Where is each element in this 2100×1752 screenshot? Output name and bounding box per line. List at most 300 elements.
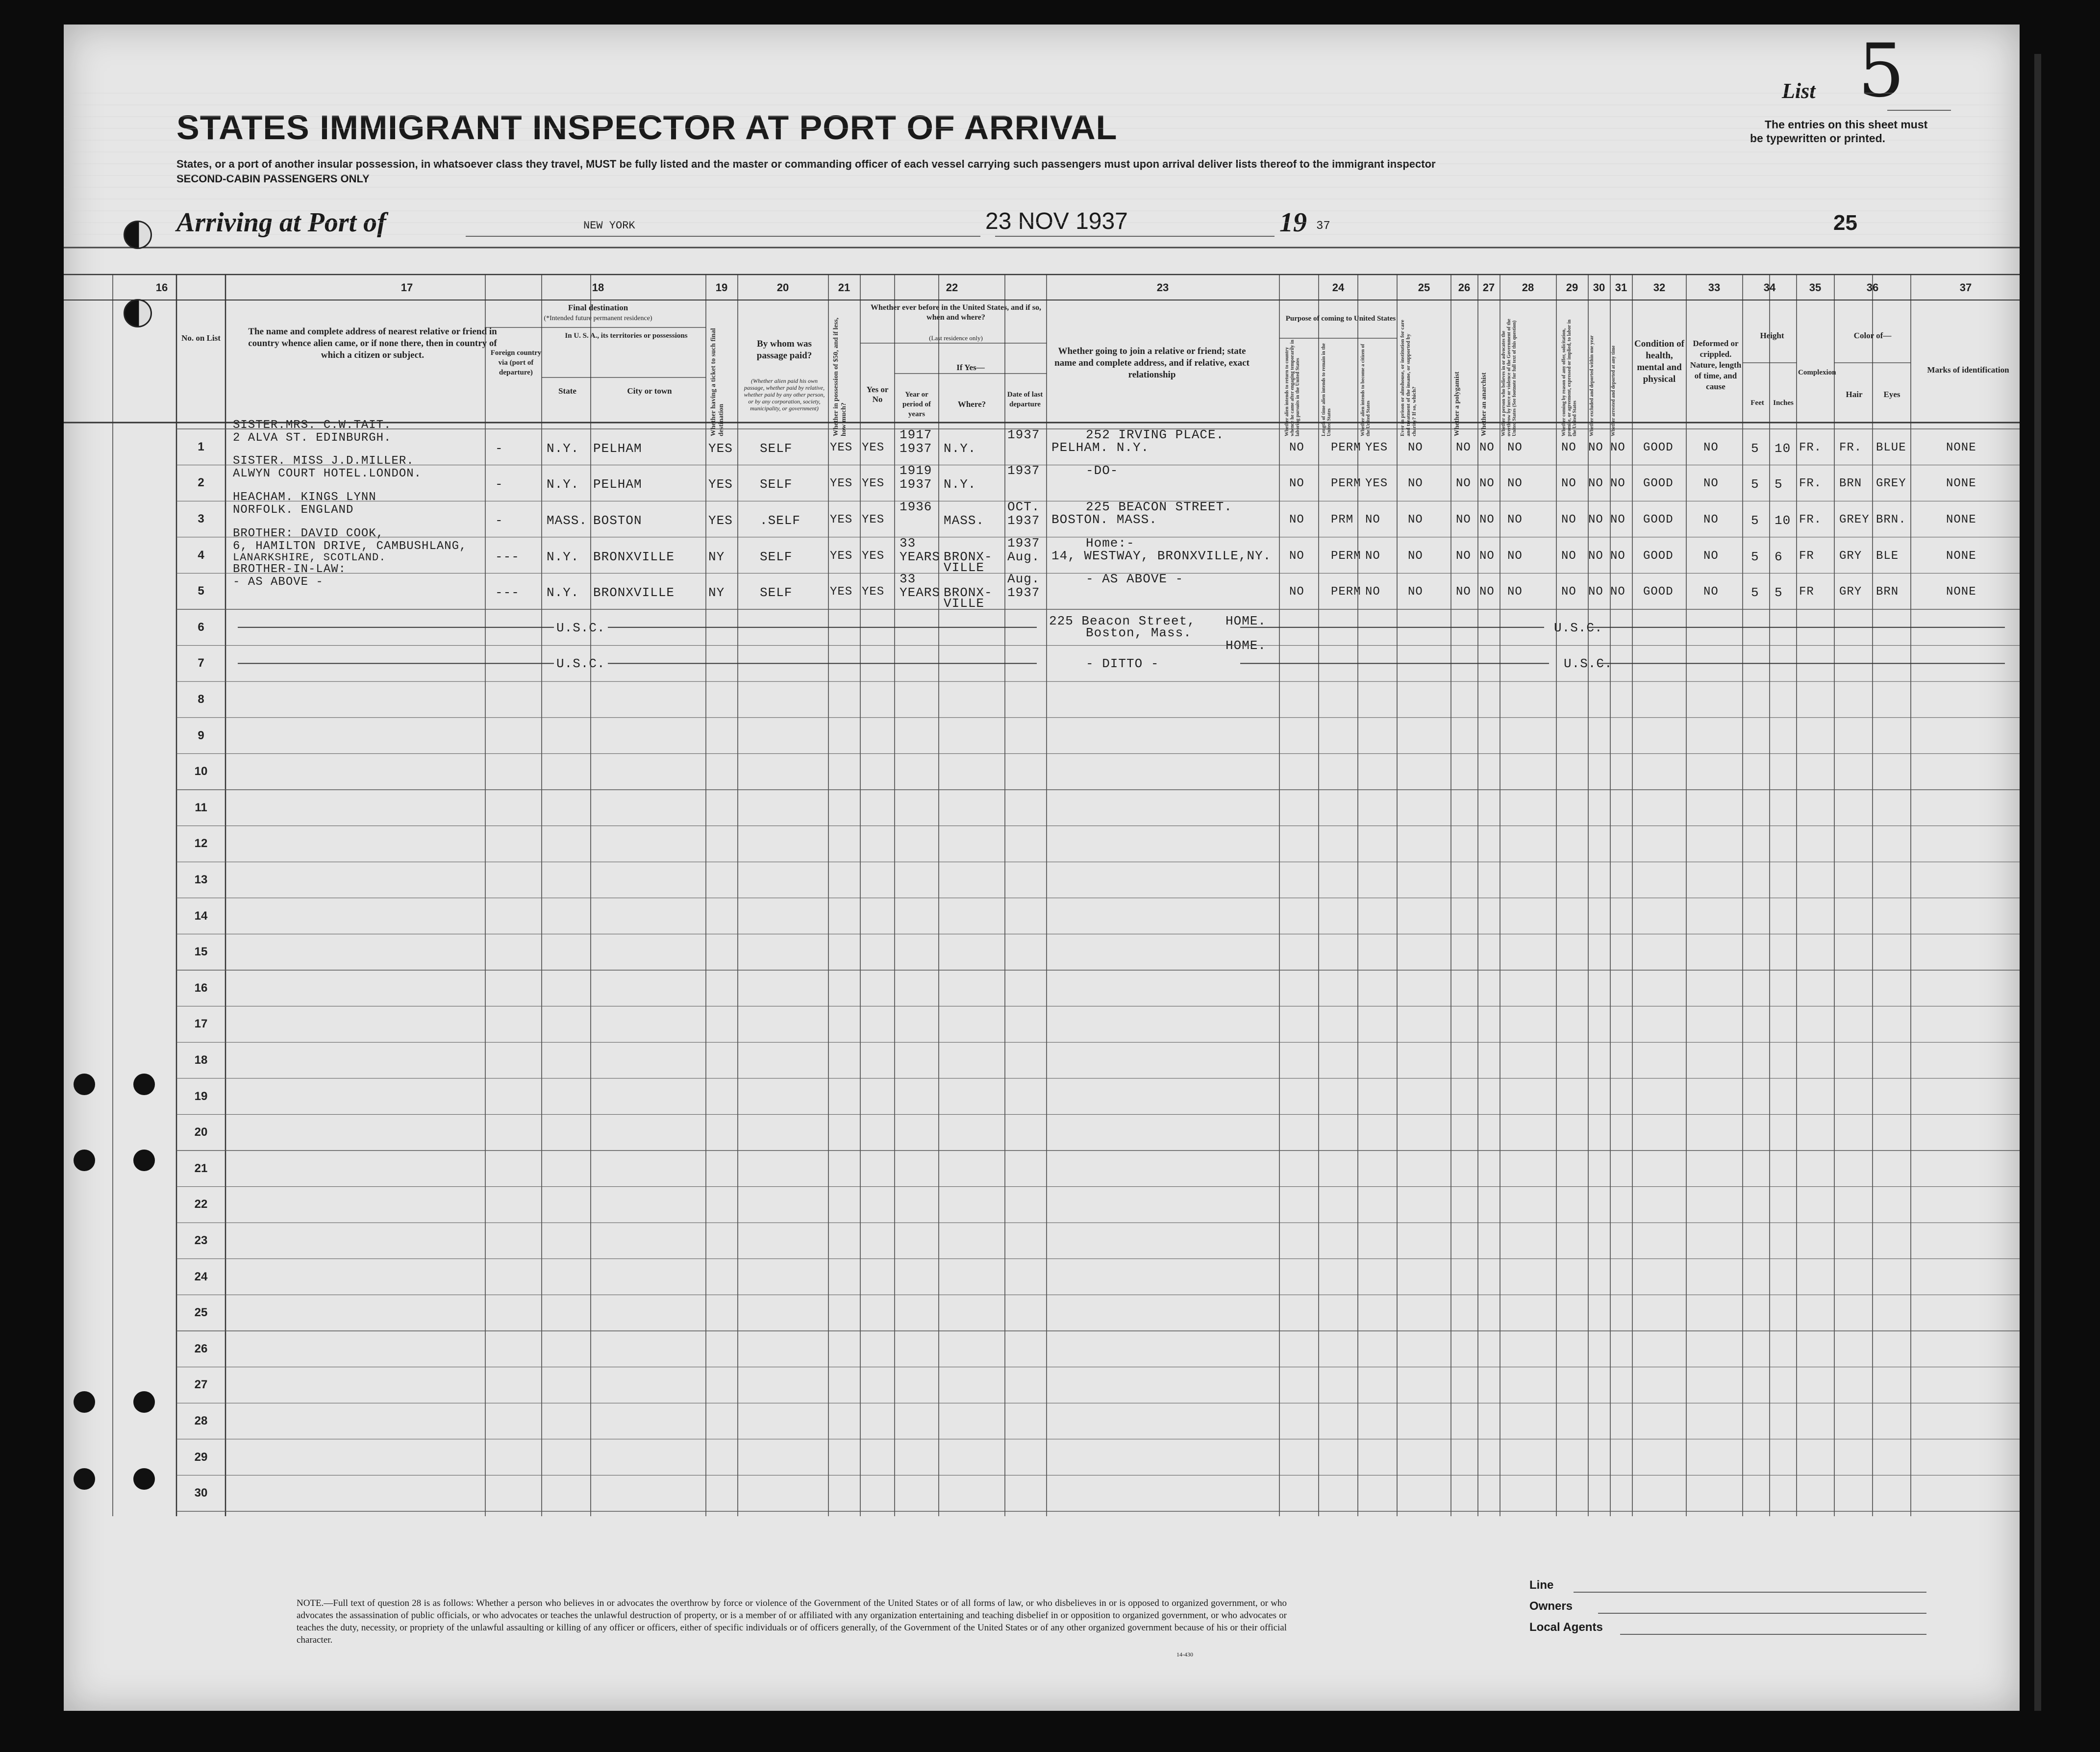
marks: NONE xyxy=(1946,513,1976,526)
year-suffix: 37 xyxy=(1316,220,1330,233)
ticket: YES xyxy=(708,477,733,492)
where: N.Y. xyxy=(944,477,976,492)
answer-c28: NO xyxy=(1507,549,1523,563)
ticket: NY xyxy=(708,585,725,601)
joining-2: BOSTON. MASS. xyxy=(1051,512,1157,527)
column-number-21: 21 xyxy=(838,281,850,294)
line-number-18: 18 xyxy=(194,1053,208,1067)
foreign-port: --- xyxy=(495,585,520,601)
hair: GRY xyxy=(1839,585,1862,599)
answer-c29: NO xyxy=(1561,513,1576,526)
binder-hole xyxy=(74,1468,95,1490)
years-2: YEARS xyxy=(900,585,941,601)
line-number-2: 2 xyxy=(198,476,204,490)
col18-foreign: Foreign country via (port of departure) xyxy=(490,349,542,376)
col18-usa: In U. S. A., its territories or possessions xyxy=(565,332,688,340)
purpose-return: NO xyxy=(1289,513,1304,526)
col22-date: Date of last departure xyxy=(1007,391,1043,408)
col34-inches: Inches xyxy=(1773,399,1794,407)
col33-header: Deformed or crippled. Nature, length of time, and cause xyxy=(1690,339,1742,391)
line-number-3: 3 xyxy=(198,512,204,526)
height-feet: 5 xyxy=(1751,477,1759,492)
relative-address: 2 ALVA ST. EDINBURGH. xyxy=(233,431,392,445)
eyes: BLE xyxy=(1876,549,1899,563)
purpose-return: NO xyxy=(1289,585,1304,599)
departure-date-2: Aug. xyxy=(1007,549,1040,564)
joining: 225 BEACON STREET. xyxy=(1086,500,1232,514)
eyes: BRN xyxy=(1876,585,1899,599)
relative-name: BROTHER: DAVID COOK, xyxy=(233,526,384,540)
line-number-9: 9 xyxy=(198,728,204,742)
money: YES xyxy=(830,585,853,599)
purpose-citizen: YES xyxy=(1365,477,1388,491)
column-number-33: 33 xyxy=(1708,281,1721,294)
col23-header: Whether going to join a relative or friend; state name and complete address, and if relative, exact relationship xyxy=(1054,346,1250,380)
owners-label: Owners xyxy=(1529,1600,1573,1613)
form-number: 14-430 xyxy=(1176,1651,1193,1658)
years: 33 xyxy=(900,572,916,587)
relative-address: - AS ABOVE - xyxy=(233,576,324,589)
purpose-length: PERM xyxy=(1331,549,1361,563)
dest-state: N.Y. xyxy=(547,549,579,564)
foreign-port: - xyxy=(495,441,503,456)
answer-c28: NO xyxy=(1507,513,1523,526)
column-number-22: 22 xyxy=(946,281,958,294)
complexion: FR. xyxy=(1799,441,1822,454)
joining: -DO- xyxy=(1086,463,1119,478)
complexion: FR. xyxy=(1799,477,1822,491)
height-feet: 5 xyxy=(1751,513,1759,528)
line-number-20: 20 xyxy=(194,1126,208,1139)
column-number-23: 23 xyxy=(1156,281,1169,294)
before-in-us: YES xyxy=(862,441,885,454)
purpose-length: PERM xyxy=(1331,477,1361,491)
years: 1919 xyxy=(900,463,932,478)
answer-c29: NO xyxy=(1561,549,1576,563)
purpose-citizen: NO xyxy=(1365,513,1380,526)
column-number-36: 36 xyxy=(1866,281,1879,294)
where-2: VILLE xyxy=(944,560,985,575)
years: 1936 xyxy=(900,500,932,514)
dest-city: PELHAM xyxy=(593,441,642,456)
col-no-on-list-header: No. on List xyxy=(181,333,221,343)
deformed: NO xyxy=(1703,513,1719,526)
col24-header: Purpose of coming to United States xyxy=(1285,315,1396,323)
answer-c30: NO xyxy=(1588,549,1603,563)
money: YES xyxy=(830,477,853,491)
answer-c26: NO xyxy=(1456,549,1471,563)
line-label: Line xyxy=(1529,1578,1554,1592)
money: YES xyxy=(830,513,853,526)
col24c-header: Whether alien intends to become a citizen of the United States xyxy=(1360,344,1371,436)
binder-hole xyxy=(133,1391,155,1413)
dest-state: N.Y. xyxy=(547,441,579,456)
binder-hole xyxy=(133,1074,155,1095)
departure-date-2: 1937 xyxy=(1007,585,1040,601)
line-number-23: 23 xyxy=(194,1234,208,1247)
hair: GREY xyxy=(1839,513,1870,526)
line-number-1: 1 xyxy=(198,440,204,453)
relative-address-2: LANARKSHIRE, SCOTLAND. xyxy=(233,551,386,564)
before-in-us: YES xyxy=(862,549,885,563)
joining-2: 14, WESTWAY, BRONXVILLE,NY. xyxy=(1051,548,1272,563)
line-number-12: 12 xyxy=(194,837,208,851)
purpose-citizen: NO xyxy=(1365,585,1380,599)
dest-city: BRONXVILLE xyxy=(593,585,675,601)
joining-row7: - DITTO - xyxy=(1086,656,1159,672)
answer-c30: NO xyxy=(1588,513,1603,526)
col22-yesno: Yes or No xyxy=(866,385,889,404)
column-number-18: 18 xyxy=(592,281,604,294)
column-number-26: 26 xyxy=(1458,281,1471,294)
col22-sub: (Last residence only) xyxy=(929,334,983,342)
purpose-length: PERM xyxy=(1331,585,1361,599)
dest-state: N.Y. xyxy=(547,585,579,601)
column-number-34: 34 xyxy=(1763,281,1776,294)
foreign-port: --- xyxy=(495,549,520,564)
passage-paid-by: SELF xyxy=(760,477,793,492)
answer-c31: NO xyxy=(1610,441,1625,454)
complexion: FR. xyxy=(1799,513,1822,526)
binder-hole xyxy=(74,1074,95,1095)
answer-c28: NO xyxy=(1507,585,1523,599)
line-number-19: 19 xyxy=(194,1089,208,1103)
line-number-13: 13 xyxy=(194,873,208,886)
column-number-17: 17 xyxy=(400,281,413,294)
col18-sub: (*Intended future permanent residence) xyxy=(544,315,652,322)
marks: NONE xyxy=(1946,441,1976,454)
binder-hole xyxy=(74,1391,95,1413)
money: YES xyxy=(830,441,853,454)
binder-hole xyxy=(74,1150,95,1171)
marks: NONE xyxy=(1946,549,1976,563)
usc-row7: U.S.C. xyxy=(556,656,605,672)
manifest-sheet xyxy=(64,25,2020,1711)
home-row6: HOME. xyxy=(1225,613,1267,628)
passage-paid-by: SELF xyxy=(760,549,793,564)
hair: FR. xyxy=(1839,441,1862,454)
arrival-date: 23 NOV 1937 xyxy=(985,208,1128,234)
column-number-31: 31 xyxy=(1615,281,1627,294)
answer-c31: NO xyxy=(1610,585,1625,599)
where: BRONX- xyxy=(944,585,993,601)
binder-hole xyxy=(124,221,152,249)
deformed: NO xyxy=(1703,477,1719,491)
where-2: VILLE xyxy=(944,596,985,611)
column-number-35: 35 xyxy=(1809,281,1822,294)
purpose-length: PERM xyxy=(1331,441,1361,454)
arriving-label: Arriving at Port of xyxy=(176,207,386,238)
money: YES xyxy=(830,549,853,563)
eyes: BLUE xyxy=(1876,441,1906,454)
before-in-us: YES xyxy=(862,513,885,526)
answer-c26: NO xyxy=(1456,477,1471,491)
answer-c26: NO xyxy=(1456,441,1471,454)
years: 33 xyxy=(900,535,916,551)
relative-name: HEACHAM. KINGS LYNN xyxy=(233,491,376,504)
col36-eyes: Eyes xyxy=(1883,390,1900,399)
height-inches: 5 xyxy=(1775,585,1783,601)
answer-c30: NO xyxy=(1588,441,1603,454)
col36-hair: Hair xyxy=(1846,390,1863,399)
col18-header: Final destination xyxy=(568,303,628,312)
entries-note xyxy=(1750,118,1927,145)
line-number-22: 22 xyxy=(194,1198,208,1211)
col24b-header: Length of time alien intends to remain in the United States xyxy=(1321,343,1332,436)
deformed: NO xyxy=(1703,549,1719,563)
where: N.Y. xyxy=(944,441,976,456)
dest-city: BRONXVILLE xyxy=(593,549,675,564)
line-number-29: 29 xyxy=(194,1450,208,1464)
complexion: FR xyxy=(1799,585,1814,599)
subtitle: States, or a port of another insular possession, in whatsoever class they travel, MUST be fully listed and the master or commanding officer of each vessel carrying such passengers must upon arrival deliver lists thereof to the immigrant inspector xyxy=(176,158,1436,170)
passage-paid-by: SELF xyxy=(760,585,793,601)
departure-date: 1937 xyxy=(1007,535,1040,551)
col18-state: State xyxy=(558,386,576,396)
line-number-14: 14 xyxy=(194,909,208,923)
col36-header: Color of— xyxy=(1853,331,1892,340)
relative-name: SISTER. MISS J.D.MILLER. xyxy=(233,454,414,468)
usc-row7-right: U.S.C. xyxy=(1564,656,1613,672)
year-prefix: 19 xyxy=(1279,207,1307,238)
deformed: NO xyxy=(1703,441,1719,454)
answer-c31: NO xyxy=(1610,513,1625,526)
answer-c27: NO xyxy=(1479,585,1495,599)
line-number-21: 21 xyxy=(194,1161,208,1175)
column-number-32: 32 xyxy=(1653,281,1666,294)
relative-address: 6, HAMILTON DRIVE, CAMBUSHLANG, xyxy=(233,539,467,553)
before-in-us: YES xyxy=(862,585,885,599)
answer-c25: NO xyxy=(1408,549,1423,563)
column-number-30: 30 xyxy=(1593,281,1605,294)
list-number: 5 xyxy=(1858,28,1905,114)
col28-header: Whether a person who believes in or advocates the overthrow by force or violence of the Government of the United States (See footnote for full text of this question) xyxy=(1501,319,1517,436)
foreign-port: - xyxy=(495,477,503,492)
relative-name: BROTHER-IN-LAW: xyxy=(233,563,347,576)
health: GOOD xyxy=(1643,477,1674,491)
col20-sub: (Whether alien paid his own passage, whether paid by relative, whether paid by any other person, or by any corporation, society, municipality, or government) xyxy=(744,377,825,412)
col17-header: The name and complete address of nearest relative or friend in country whence alien came, or if none there, then in country of which a citizen or subject. xyxy=(248,326,497,360)
col22-header: Whether ever before in the United States, and if so, when and where? xyxy=(871,303,1041,322)
height-inches: 6 xyxy=(1775,549,1783,564)
line-number-5: 5 xyxy=(198,584,204,598)
purpose-citizen: NO xyxy=(1365,549,1380,563)
height-feet: 5 xyxy=(1751,549,1759,564)
binder-hole xyxy=(133,1150,155,1171)
ticket: YES xyxy=(708,441,733,456)
joining: Home:- xyxy=(1086,535,1135,551)
eyes: BRN. xyxy=(1876,513,1906,526)
health: GOOD xyxy=(1643,513,1674,526)
joining-row6: 225 Beacon Street, xyxy=(1049,613,1196,628)
height-feet: 5 xyxy=(1751,585,1759,601)
footer-note: NOTE.—Full text of question 28 is as follows: Whether a person who believes in or advocates the overthrow by force or violence of the Government of the United States or of all forms of law, or who disbelieves in or is opposed to organized government, or who advocates the assassination of public officials, or who advocates or teaches the unlawful destruction of property, or is a member of or affiliated with any organization entertaining and teaching disbelief in or opposition to organized government, or who advocates or teaches the duty, necessity, or propriety of the unlawful assaulting or killing of any officer or officers, either of specific individuals or of officers generally, of the Government of the United States or of any other organized government because of his or their official character. xyxy=(297,1598,1287,1645)
local-agents-label: Local Agents xyxy=(1529,1621,1603,1634)
answer-c28: NO xyxy=(1507,477,1523,491)
hair: BRN xyxy=(1839,477,1862,491)
entries-note-line2: be typewritten or printed. xyxy=(1750,132,1886,145)
line-number-11: 11 xyxy=(195,801,207,814)
departure-date: Aug. xyxy=(1007,572,1040,587)
second-cabin-label: SECOND-CABIN PASSENGERS ONLY xyxy=(176,173,370,185)
passage-paid-by: .SELF xyxy=(760,513,801,528)
departure-date: 1937 xyxy=(1007,463,1040,478)
column-number-29: 29 xyxy=(1566,281,1578,294)
passage-paid-by: SELF xyxy=(760,441,793,456)
col25-header: Ever in prison or almshouse, or institution for care and treatment of the insane, or supported by charity? If so, which? xyxy=(1400,320,1417,436)
col24a-header: Whether alien intends to return to country whence he came after engaging temporarily in laboring pursuits in the United States xyxy=(1284,340,1300,436)
years-2: 1937 xyxy=(900,477,932,492)
line-number-17: 17 xyxy=(194,1017,208,1031)
usc-row6: U.S.C. xyxy=(556,620,605,635)
dest-state: MASS. xyxy=(547,513,588,528)
health: GOOD xyxy=(1643,441,1674,454)
home-row7: HOME. xyxy=(1225,638,1267,653)
col22-ifyes: If Yes— xyxy=(956,363,985,372)
relative-address: ALWYN COURT HOTEL.LONDON. xyxy=(233,467,422,481)
answer-c26: NO xyxy=(1456,513,1471,526)
line-number-24: 24 xyxy=(194,1270,208,1283)
answer-c27: NO xyxy=(1479,441,1495,454)
line-number-4: 4 xyxy=(198,548,204,562)
ruled-grid xyxy=(64,25,2020,1711)
answer-c27: NO xyxy=(1479,477,1495,491)
line-number-8: 8 xyxy=(198,693,204,706)
line-number-10: 10 xyxy=(194,765,208,778)
eyes: GREY xyxy=(1876,477,1906,491)
answer-c31: NO xyxy=(1610,477,1625,491)
col22-year: Year or period of years xyxy=(902,391,931,418)
line-number-7: 7 xyxy=(198,656,204,670)
col22-where: Where? xyxy=(957,400,986,409)
purpose-return: NO xyxy=(1289,441,1304,454)
where: MASS. xyxy=(944,513,985,528)
answer-c25: NO xyxy=(1408,441,1423,454)
line-number-15: 15 xyxy=(194,945,208,959)
col37-header: Marks of identification xyxy=(1927,365,2009,375)
col35-header: Complexion xyxy=(1798,369,1836,376)
ticket: NY xyxy=(708,549,725,564)
sheet-number: 25 xyxy=(1833,211,1857,235)
col31-header: Whether arrested and deported at any time xyxy=(1611,345,1616,436)
column-number-28: 28 xyxy=(1522,281,1534,294)
foreign-port: - xyxy=(495,513,503,528)
column-number-27: 27 xyxy=(1482,281,1495,294)
column-number-24: 24 xyxy=(1332,281,1345,294)
years-2: 1937 xyxy=(900,441,932,456)
answer-c29: NO xyxy=(1561,477,1576,491)
col26-header: Whether a polygamist xyxy=(1453,372,1461,436)
purpose-citizen: YES xyxy=(1365,441,1388,454)
answer-c29: NO xyxy=(1561,585,1576,599)
column-number-37: 37 xyxy=(1959,281,1972,294)
col34-feet: Feet xyxy=(1750,399,1764,407)
height-inches: 10 xyxy=(1775,441,1791,456)
relative-address: NORFOLK. ENGLAND xyxy=(233,503,354,517)
line-number-28: 28 xyxy=(194,1414,208,1427)
answer-c25: NO xyxy=(1408,477,1423,491)
complexion: FR xyxy=(1799,549,1814,563)
where: BRONX- xyxy=(944,549,993,564)
relative-name: SISTER.MRS. C.W.TAIT. xyxy=(233,418,392,432)
column-number-25: 25 xyxy=(1418,281,1430,294)
deformed: NO xyxy=(1703,585,1719,599)
marks: NONE xyxy=(1946,585,1976,599)
height-feet: 5 xyxy=(1751,441,1759,456)
line-number-30: 30 xyxy=(194,1486,208,1500)
col20-header: By whom was passage paid? xyxy=(756,339,812,361)
dest-state: N.Y. xyxy=(547,477,579,492)
purpose-return: NO xyxy=(1289,477,1304,491)
dest-city: BOSTON xyxy=(593,513,642,528)
line-number-27: 27 xyxy=(194,1378,208,1392)
answer-c30: NO xyxy=(1588,477,1603,491)
departure-date-2: 1937 xyxy=(1007,513,1040,528)
port-value: NEW YORK xyxy=(583,220,635,232)
joining: 252 IRVING PLACE. xyxy=(1086,427,1225,442)
line-number-26: 26 xyxy=(194,1342,208,1355)
answer-c30: NO xyxy=(1588,585,1603,599)
page-title: STATES IMMIGRANT INSPECTOR AT PORT OF ARRIVAL xyxy=(176,108,1118,147)
health: GOOD xyxy=(1643,549,1674,563)
departure-date: 1937 xyxy=(1007,427,1040,442)
column-number-20: 20 xyxy=(776,281,789,294)
joining: - AS ABOVE - xyxy=(1086,572,1184,587)
sheet-edge xyxy=(2034,54,2041,1711)
health: GOOD xyxy=(1643,585,1674,599)
marks: NONE xyxy=(1946,477,1976,491)
column-number-19: 19 xyxy=(715,281,728,294)
joining-2: PELHAM. N.Y. xyxy=(1051,440,1150,455)
answer-c29: NO xyxy=(1561,441,1576,454)
line-number-6: 6 xyxy=(198,620,204,634)
entries-note-line1: The entries on this sheet must xyxy=(1765,118,1928,131)
answer-c27: NO xyxy=(1479,513,1495,526)
col21-header: Whether in possession of $50, and if less, how much? xyxy=(832,317,848,436)
column-number-16: 16 xyxy=(155,281,168,294)
col27-header: Whether an anarchist xyxy=(1480,372,1488,436)
departure-date: OCT. xyxy=(1007,500,1040,514)
answer-c26: NO xyxy=(1456,585,1471,599)
col32-header: Condition of health, mental and physical xyxy=(1634,339,1684,384)
binder-hole xyxy=(133,1468,155,1490)
joining-row6-2: Boston, Mass. xyxy=(1086,625,1192,640)
answer-c25: NO xyxy=(1408,513,1423,526)
purpose-length: PRM xyxy=(1331,513,1354,526)
height-inches: 10 xyxy=(1775,513,1791,528)
answer-c31: NO xyxy=(1610,549,1625,563)
years-2: YEARS xyxy=(900,549,941,564)
answer-c27: NO xyxy=(1479,549,1495,563)
hair: GRY xyxy=(1839,549,1862,563)
ticket: YES xyxy=(708,513,733,528)
answer-c28: NO xyxy=(1507,441,1523,454)
usc-row6-right: U.S.C. xyxy=(1554,620,1603,635)
dest-city: PELHAM xyxy=(593,477,642,492)
line-number-16: 16 xyxy=(194,981,208,995)
purpose-return: NO xyxy=(1289,549,1304,563)
height-inches: 5 xyxy=(1775,477,1783,492)
answer-c25: NO xyxy=(1408,585,1423,599)
col30-header: Whether excluded and deported within one year xyxy=(1589,335,1595,436)
line-number-25: 25 xyxy=(194,1306,208,1320)
col19-header: Whether having a ticket to such final destination xyxy=(710,328,725,436)
col34-header: Height xyxy=(1760,331,1784,340)
col29-header: Whether coming by reason of any offer, solicitation, promise, or agreement, expressed or implied, to labor in the United States xyxy=(1561,319,1577,436)
years: 1917 xyxy=(900,427,932,442)
list-label: List xyxy=(1782,79,1816,103)
binder-hole xyxy=(124,299,152,327)
